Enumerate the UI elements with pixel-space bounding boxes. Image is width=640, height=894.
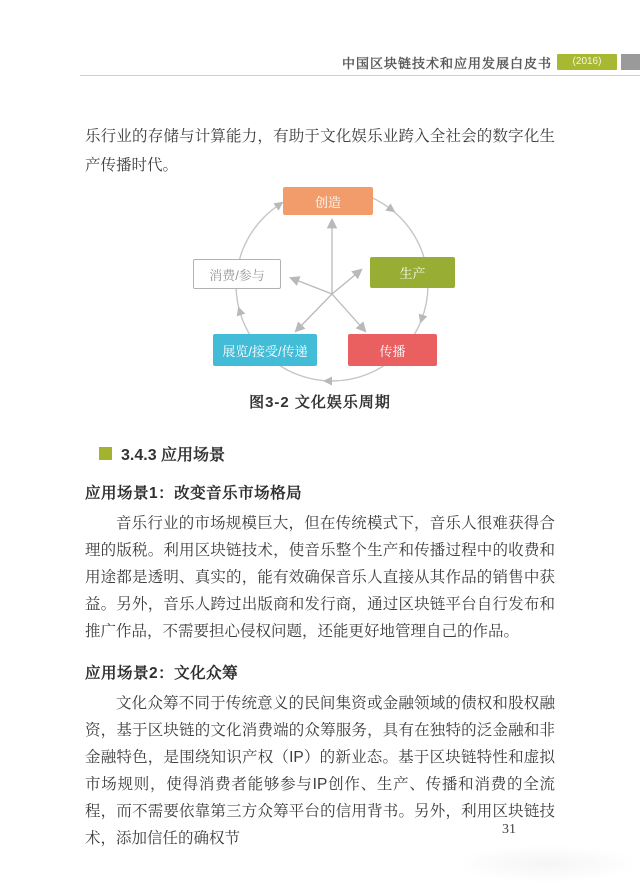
node-produce: 生产	[370, 257, 455, 288]
header-divider	[80, 75, 640, 76]
cycle-diagram	[85, 180, 555, 387]
section-heading	[99, 442, 555, 465]
page-number: 31	[502, 822, 516, 837]
scenario1-heading: 应用场景1：改变音乐市场格局	[85, 485, 303, 502]
page-header	[0, 0, 640, 76]
center-spoke-arrows	[291, 220, 365, 331]
section-heading-label: 3.4.3 应用场景	[121, 447, 226, 464]
document-title: 中国区块链技术和应用发展白皮书	[341, 56, 552, 71]
section-marker-square	[99, 447, 112, 460]
node-exhibit: 展览/接受/传递	[213, 334, 317, 366]
scenario2-paragraph: 文化众筹不同于传统意义的民间集资或金融领域的债权和股权融资，基于区块链的文化消费端的众筹服务，具有在独特的泛金融和非金融特色，是围绕知识产权（IP）的新业态。基于区块链特性和虚拟市场规则，使得消费者能够参与IP创作、生产、传播和消费的全流程，而不需要依靠第三方众筹平台的信用背书。另外，利用区块链技术，添加信任的确权节	[85, 695, 555, 847]
figure-caption: 图3-2 文化娱乐周期	[249, 394, 391, 411]
node-consume: 消费/参与	[193, 259, 281, 289]
year-badge: (2016)	[557, 54, 617, 70]
scenario2-heading: 应用场景2：文化众筹	[85, 665, 239, 682]
intro-paragraph: 乐行业的存储与计算能力，有助于文化娱乐业跨入全社会的数字化生产传播时代。	[85, 128, 555, 174]
page-content	[0, 122, 640, 852]
scenario1-paragraph: 音乐行业的市场规模巨大，但在传统模式下，音乐人很难获得合理的版税。利用区块链技术，使音乐整个生产和传播过程中的收费和用途都是透明、真实的，能有效确保音乐人直接从其作品的销售中获益。另外，音乐人跨过出版商和发行商，通过区块链平台自行发布和推广作品，不需要担心侵权问题，还能更好地管理自己的作品。	[85, 515, 555, 640]
culture-cycle-figure	[85, 180, 555, 412]
node-spread: 传播	[348, 334, 437, 366]
node-create: 创造	[283, 187, 373, 215]
header-decoration-block	[621, 54, 640, 70]
